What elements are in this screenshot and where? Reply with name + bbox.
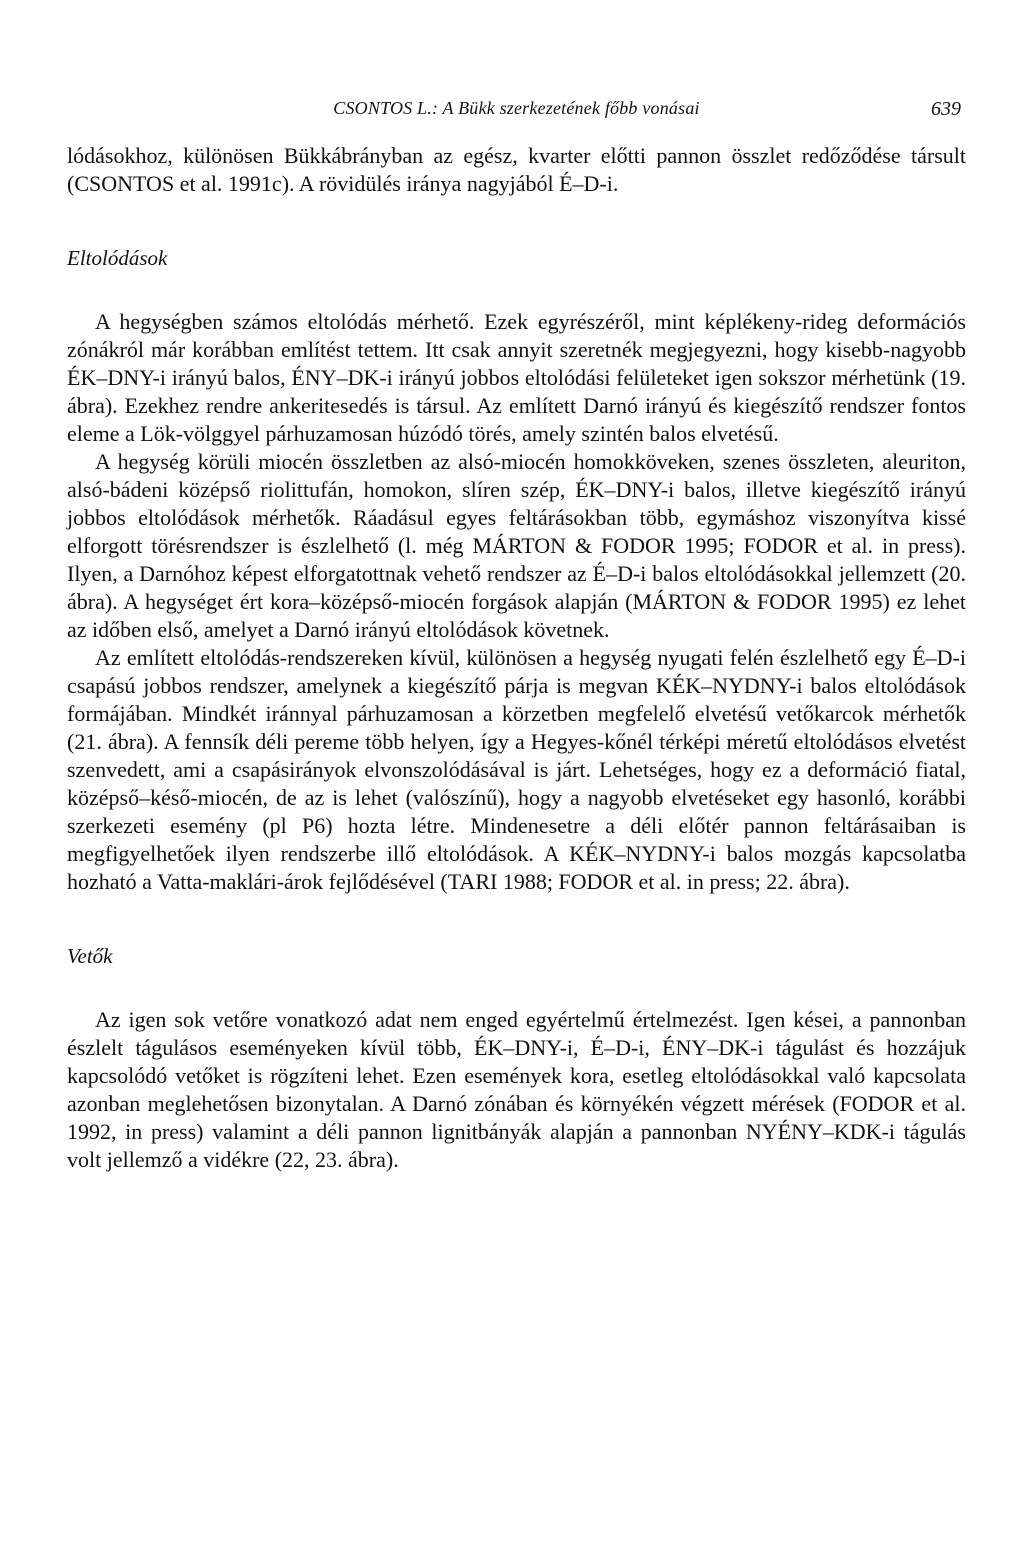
- page-number: 639: [931, 98, 961, 120]
- running-title: CSONTOS L.: A Bükk szerkezetének főbb vonásai: [333, 98, 700, 118]
- section-heading-eltolodasok: Eltolódások: [67, 246, 168, 270]
- section-heading-vetok: Vetők: [67, 944, 113, 968]
- running-head: [67, 98, 966, 132]
- body-text: [67, 142, 966, 1174]
- paragraph-eltolodas-rendszerek: Az említett eltolódás-rendszereken kívül, különösen a hegység nyugati felén észlelhető egy É–D-i csapású jobbos rendszer, amelynek a kiegészítő párja is megvan KÉK–NYDNY-i balos eltolódások formájában. Mindkét iránnyal párhuzamosan a körzetben megfelelő elvetésű vetőkarcok mérhetők (21. ábra). A fennsík déli pereme több helyen, így a Hegyes-kőnél térképi méretű eltolódásos elvetést szenvedett, ami a csapásirányok elvonszolódásával is járt. Lehetséges, hogy ez a deformáció fiatal, középső–késő-miocén, de az is lehet (valószínű), hogy a nagyobb elvetéseket egy hasonló, korábbi szerkezeti esemény (pl P6) hozta létre. Mindenesetre a déli előtér pannon feltárásaiban is megfigyelhetőek ilyen rendszerbe illő eltolódások. A KÉK–NYDNY-i balos mozgás kapcsolatba hozható a Vatta-maklári-árok fejlődésével (TARI 1988; FODOR et al. in press; 22. ábra).: [67, 645, 966, 894]
- paragraph-vetok: Az igen sok vetőre vonatkozó adat nem enged egyértelmű értelmezést. Igen kései, a pannonban észlelt tágulásos eseményeken kívül több, ÉK–DNY-i, É–D-i, ÉNY–DK-i tágulást és hozzájuk kapcsolódó vetőket is rögzíteni lehet. Ezen események kora, esetleg eltolódásokkal való kapcsolata azonban meglehetősen bizonytalan. A Darnó zónában és környékén végzett mérések (FODOR et al. 1992, in press) valamint a déli pannon lignitbányák alapján a pannonban NYÉNY–KDK-i tágulás volt jellemző a vidékre (22, 23. ábra).: [67, 1007, 966, 1172]
- paragraph-miocen-osszlet: A hegység körüli miocén összletben az alsó-miocén homokköveken, szenes összleten, aleuriton, alsó-bádeni középső riolittufán, homokon, slíren szép, ÉK–DNY-i balos, illetve kiegészítő irányú jobbos eltolódások mérhetők. Ráadásul egyes feltárásokban több, egymáshoz viszonyítva kissé elforgott törésrendszer is észlelhető (l. még MÁRTON & FODOR 1995; FODOR et al. in press). Ilyen, a Darnóhoz képest elforgatottnak vehető rendszer az É–D-i balos eltolódásokkal jellemzett (20. ábra). A hegységet ért kora–középső-miocén forgások alapján (MÁRTON & FODOR 1995) ez lehet az időben első, amelyet a Darnó irányú eltolódások követnek.: [67, 449, 966, 642]
- page: [67, 98, 966, 1174]
- paragraph-eltolodas-intro: A hegységben számos eltolódás mérhető. Ezek egyrészéről, mint képlékeny-rideg deformációs zónákról már korábban említést tettem. Itt csak annyit szeretnék megjegyezni, hogy kisebb-nagyobb ÉK–DNY-i irányú balos, ÉNY–DK-i irányú jobbos eltolódási felületeket igen sokszor mérhetünk (19. ábra). Ezekhez rendre ankeritesedés is társul. Az említett Darnó irányú és kiegészítő rendszer fontos eleme a Lök-völggyel párhuzamosan húzódó törés, amely szintén balos elvetésű.: [67, 309, 966, 446]
- paragraph-continuation: lódásokhoz, különösen Bükkábrányban az egész, kvarter előtti pannon összlet redőződése társult (CSONTOS et al. 1991c). A rövidülés iránya nagyjából É–D-i.: [67, 143, 966, 196]
